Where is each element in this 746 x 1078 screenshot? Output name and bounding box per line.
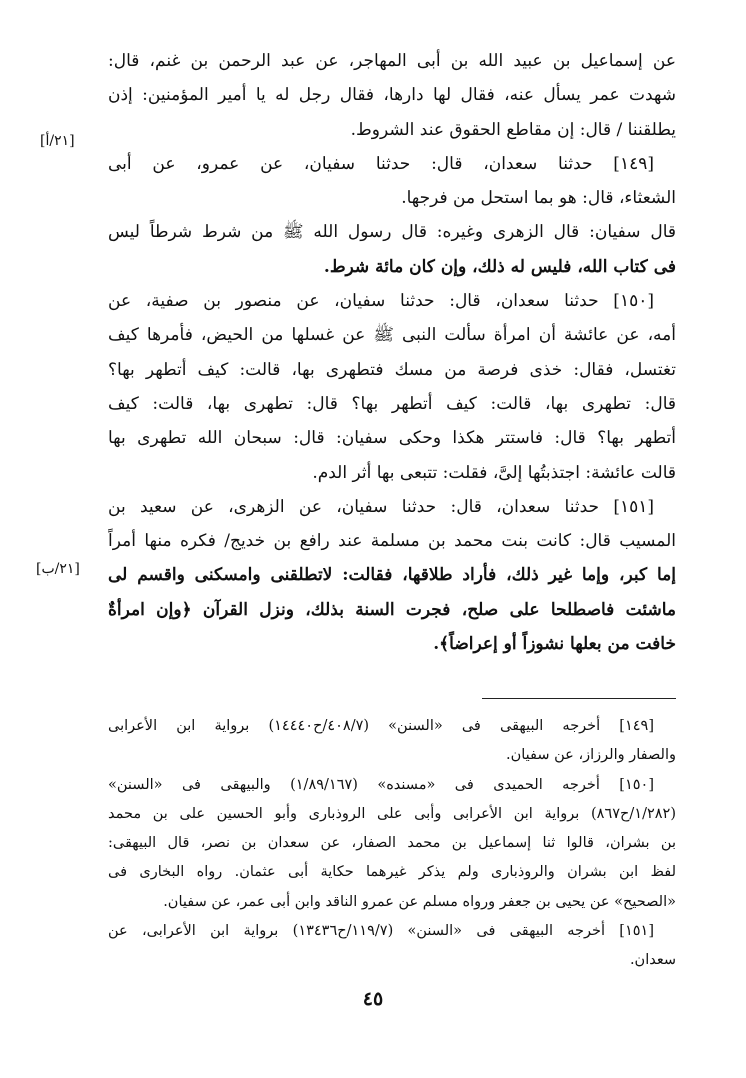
hadith-149-start: [١٤٩] حدثنا سعدان، قال: حدثنا سفيان، عن عمرو، عن أبى (108, 153, 654, 174)
text-line: أمه، عن عائشة أن امرأة سألت النبى ﷺ عن غسلها من الحيض، فأمرها كيف (108, 325, 676, 346)
text-line: يطلقننا / قال: إن مقاطع الحقوق عند الشروط. (350, 119, 676, 140)
main-text (108, 44, 676, 661)
page-number: ٤٥ (362, 988, 384, 1010)
footnotes (108, 712, 676, 976)
text-line: أتطهر بها؟ قال: فاستتر هكذا وحكى سفيان: قال: سبحان الله تطهرى بها (108, 428, 676, 449)
text-line: قال: تطهرى بها، قالت: كيف أتطهر بها؟ قال: تطهرى بها، قالت: كيف (108, 393, 676, 414)
manuscript-folio-note: [٢١/ب] (36, 561, 80, 577)
footnote-line: [١٤٩] أخرجه البيهقى فى «السنن» (٤٠٨/٧/ح١٤٤٤٠) برواية ابن الأعرابى (108, 718, 654, 734)
footnote-line: «الصحيح» عن يحيى بن جعفر ورواه مسلم عن عمرو الناقد وابن أبى عمر، عن سفيان. (163, 893, 676, 910)
text-line: فى كتاب الله، فليس له ذلك، وإن كان مائة شرط. (323, 256, 676, 277)
text-line: شهدت عمر يسأل عنه، فقال لها دارها، فقال رجل له يا أمير المؤمنين: إذن (108, 85, 676, 106)
text-line: ماشئت فاصطلحا على صلح، فجرت السنة بذلك، ونزل القرآن ﴿وإن امرأةٌ (108, 599, 676, 620)
footnote-line: (١/٢٨٢/ح٨٦٧) برواية ابن الأعرابى وأبى على الروذبارى وأبو الحسين على بن محمد (108, 805, 676, 822)
footnote-line: بن بشران، قالوا ثنا إسماعيل بن محمد الصفار، عن سعدان بن نصر، قال البيهقى: (108, 835, 676, 852)
text-line: عن إسماعيل بن عبيد الله بن أبى المهاجر، عن عبد الرحمن بن غنم، قال: (108, 51, 676, 71)
footnote-divider (482, 698, 676, 699)
hadith-150-start: [١٥٠] حدثنا سعدان، قال: حدثنا سفيان، عن منصور بن صفية، عن (108, 291, 654, 312)
hadith-151-start: [١٥١] حدثنا سعدان، قال: حدثنا سفيان، عن الزهرى، عن سعيد بن (108, 496, 654, 517)
text-line: تغتسل، فقال: خذى فرصة من مسك فتطهرى بها، قالت: كيف أتطهر بها؟ (108, 359, 676, 380)
footnote-line: والصفار والرزاز، عن سفيان. (506, 747, 676, 764)
footnote-line: سعدان. (629, 952, 676, 969)
manuscript-folio-note: [٢١/أ] (40, 133, 75, 149)
text-line: خافت من بعلها نشوزاً أو إعراضاً﴾. (433, 634, 676, 655)
footnote-line: لفظ ابن بشران والروذبارى ولم يذكر غيرهما حكاية أبى عثمان. رواه البخارى فى (108, 864, 676, 881)
text-line: قال سفيان: قال الزهرى وغيره: قال رسول الله ﷺ من شرط شرطاً ليس (108, 222, 676, 243)
text-line: المسيب قال: كانت بنت محمد بن مسلمة عند رافع بن خديج/ فكره منها أمراً (108, 531, 676, 552)
text-line: إما كبر، وإما غير ذلك، فأراد طلاقها، فقالت: لاتطلقنى وامسكنى واقسم لى (108, 565, 676, 586)
footnote-line: [١٥٠] أخرجه الحميدى فى «مسنده» (١/٨٩/١٦٧) والبيهقى فى «السنن» (108, 776, 654, 793)
text-line: قالت عائشة: اجتذبتُها إلىَّ، فقلت: تتبعى بها أثر الدم. (312, 462, 676, 483)
text-line: الشعثاء، قال: هو بما استحل من فرجها. (401, 188, 676, 209)
footnote-line: [١٥١] أخرجه البيهقى فى «السنن» (١١٩/٧/ح١٣٤٣٦) برواية ابن الأعرابى، عن (108, 923, 655, 940)
